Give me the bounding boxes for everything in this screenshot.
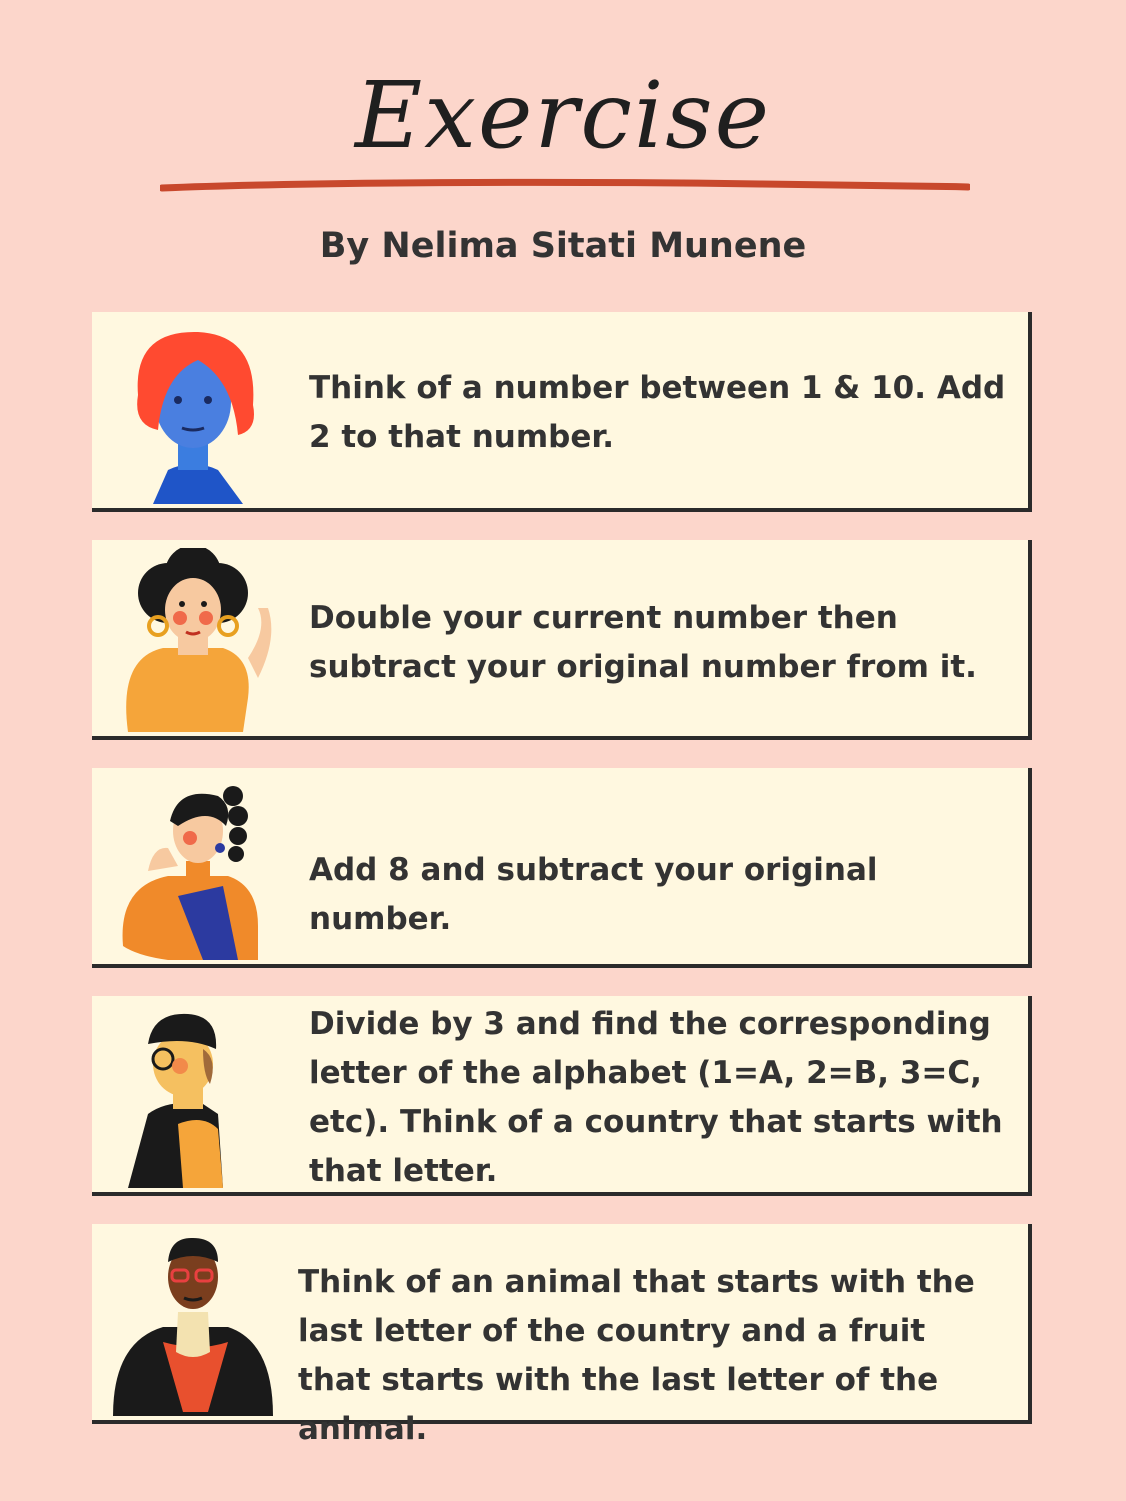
step-card-3 bbox=[92, 768, 1032, 968]
step-card-4 bbox=[92, 996, 1032, 1196]
woman-ponytail-icon bbox=[108, 776, 278, 960]
step-text-3: Add 8 and subtract your original number. bbox=[309, 852, 878, 937]
step-text-2: Double your current number then subtract your original number from it. bbox=[309, 600, 977, 685]
step-text-4: Divide by 3 and find the corresponding letter of the alphabet (1=A, 2=B, 3=C, etc). Think of a country that starts with that letter. bbox=[309, 1006, 1003, 1189]
step-card-1 bbox=[92, 312, 1032, 512]
man-beanie-icon bbox=[108, 1004, 278, 1188]
woman-curly-hair-icon bbox=[108, 548, 278, 732]
man-glasses-icon bbox=[108, 1232, 278, 1416]
step-text-5: Think of an animal that starts with the last letter of the country and a fruit that starts with the last letter of the animal. bbox=[298, 1264, 975, 1447]
step-card-2 bbox=[92, 540, 1032, 740]
page-title: Exercise bbox=[354, 62, 772, 169]
title-underline bbox=[160, 178, 970, 194]
step-card-5 bbox=[92, 1224, 1032, 1447]
author-byline: By Nelima Sitati Munene bbox=[319, 226, 807, 266]
woman-red-hair-icon bbox=[108, 320, 278, 504]
step-text-1: Think of a number between 1 & 10. Add 2 to that number. bbox=[309, 370, 1006, 455]
